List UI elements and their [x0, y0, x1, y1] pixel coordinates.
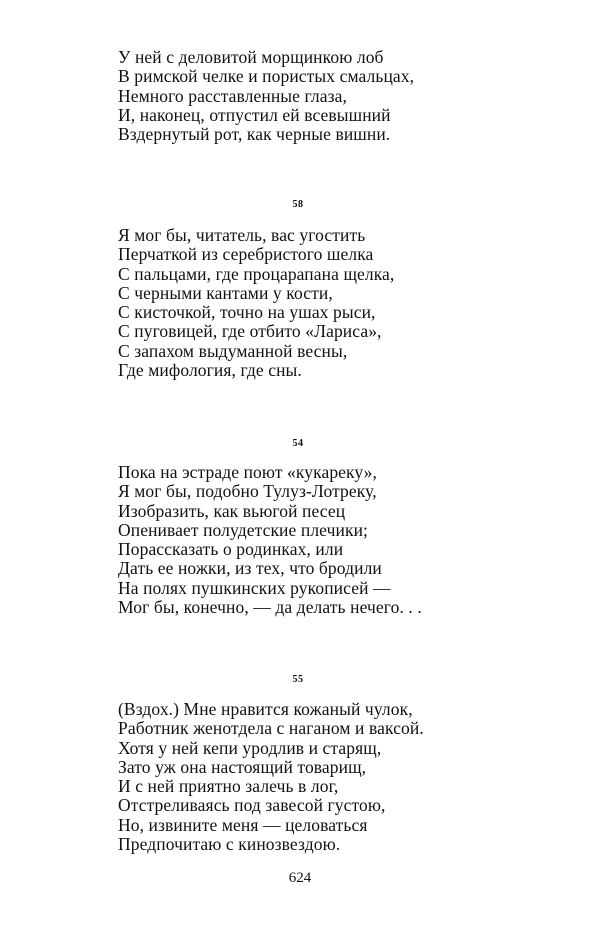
poem-line: Но, извините меня — целоваться — [118, 814, 368, 835]
poem-line: У ней с деловитой морщинкою лоб — [118, 47, 384, 67]
poem-line: Я мог бы, подобно Тулуз-Лотреку, — [118, 481, 377, 502]
poem-line: С черными кантами у кости, — [118, 282, 333, 303]
poem-line: Предпочитаю с кинозвездою. — [118, 834, 341, 855]
stanza-54 — [118, 463, 422, 617]
poem-line: Зато уж она настоящий товарищ, — [118, 756, 367, 777]
poem-line: И с ней приятно залечь в лог, — [118, 776, 339, 797]
stanza-number: 58 — [292, 199, 304, 210]
poem-line: С кисточкой, точно на ушах рыси, — [118, 302, 376, 323]
poem-line: Опенивает полудетские плечики; — [118, 519, 368, 540]
poem-line: Мог бы, конечно, — да делать нечего. . . — [118, 597, 422, 618]
poem-line: Отстреливаясь под завесой густою, — [118, 795, 386, 816]
poem-line: Порассказать о родинках, или — [118, 539, 344, 560]
stanza-continued — [118, 48, 414, 144]
poem-line: (Вздох.) Мне нравится кожаный чулок, — [118, 699, 413, 719]
poem-line: Вздернутый рот, как черные вишни. — [118, 124, 391, 145]
poem-line: Пока на эстраде поют «кукареку», — [118, 462, 378, 482]
poem-line: Немного расставленные глаза, — [118, 85, 347, 106]
poem-line: В римской челке и пористых смальцах, — [118, 66, 415, 87]
poem-line: На полях пушкинских рукописей — — [118, 577, 391, 598]
poem-line: Хотя у ней кепи уродлив и старящ, — [118, 737, 382, 758]
poem-line: Я мог бы, читатель, вас угостить — [118, 225, 366, 245]
stanza-55 — [118, 700, 424, 854]
poem-line: Где мифология, где сны. — [118, 360, 302, 381]
poem-line: Перчаткой из серебристого шелка — [118, 244, 374, 265]
poem-line: С запахом выдуманной весны, — [118, 340, 348, 361]
stanza-number: 55 — [292, 674, 304, 685]
stanza-number: 54 — [292, 438, 304, 449]
page-number: 624 — [288, 870, 312, 886]
poem-line: С пальцами, где процарапана щелка, — [118, 263, 395, 284]
poem-line: Работник женотдела с наганом и ваксой. — [118, 718, 424, 739]
poem-line: И, наконец, отпустил ей всевышний — [118, 104, 391, 125]
poem-line: Изобразить, как вьюгой песец — [118, 500, 346, 521]
poem-line: Дать ее ножки, из тех, что бродили — [118, 558, 382, 579]
poem-line: С пуговицей, где отбито «Лариса», — [118, 321, 382, 342]
stanza-58 — [118, 226, 394, 380]
